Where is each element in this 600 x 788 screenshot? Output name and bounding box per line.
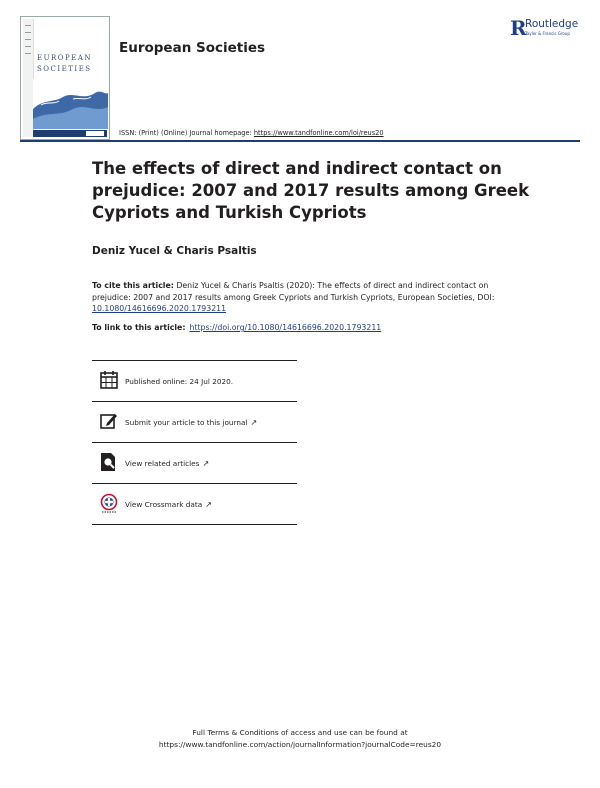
external-link-icon: ↗ bbox=[250, 418, 258, 427]
doi-link[interactable]: 10.1080/14616696.2020.1793211 bbox=[92, 304, 227, 313]
submit-article-link[interactable] bbox=[125, 418, 257, 427]
crossmark-label: View Crossmark data bbox=[125, 500, 203, 509]
article-authors: Deniz Yucel & Charis Psaltis bbox=[92, 245, 257, 257]
cite-label: To cite this article: bbox=[92, 281, 174, 290]
article-url-link[interactable]: https://doi.org/10.1080/14616696.2020.1793211 bbox=[189, 323, 382, 332]
related-articles-label: View related articles bbox=[125, 459, 200, 468]
cite-text: Deniz Yucel & Charis Psaltis (2020): The effects of direct and indirect contact on prejudice: 2007 and 2017 results among Greek Cypriots and Turkish Cypriots, European Societies, DOI: bbox=[92, 281, 495, 302]
crossmark-row[interactable] bbox=[92, 484, 297, 525]
submit-article-label: Submit your article to this journal bbox=[125, 418, 248, 427]
cover-title-line2: SOCIETIES bbox=[37, 65, 92, 73]
footer-terms-link[interactable]: https://www.tandfonline.com/action/journalInformation?journalCode=reus20 bbox=[158, 739, 442, 749]
edit-icon bbox=[100, 411, 118, 431]
article-actions bbox=[92, 360, 297, 525]
link-label: To link to this article: bbox=[92, 323, 186, 332]
crossmark-icon bbox=[100, 493, 118, 513]
published-online-label: Published online: 24 Jul 2020. bbox=[125, 377, 234, 386]
submit-article-row[interactable] bbox=[92, 402, 297, 443]
cover-title bbox=[37, 53, 105, 75]
cover-map-illustration bbox=[33, 79, 108, 129]
issn-text: ISSN: (Print) (Online) Journal homepage: bbox=[119, 129, 254, 137]
issn-line bbox=[119, 129, 384, 137]
cover-title-line1: EUROPEAN bbox=[37, 54, 93, 62]
calendar-icon bbox=[100, 370, 118, 390]
citation-block bbox=[92, 280, 522, 315]
header-divider bbox=[20, 140, 580, 142]
journal-homepage-link[interactable]: https://www.tandfonline.com/loi/reus20 bbox=[253, 129, 384, 137]
related-articles-link[interactable] bbox=[125, 459, 209, 468]
footer-terms-text: Full Terms & Conditions of access and use can be found at bbox=[192, 728, 408, 737]
crossmark-link[interactable] bbox=[125, 500, 212, 509]
external-link-icon: ↗ bbox=[202, 459, 210, 468]
publisher-logo-sub: Taylor & Francis Group bbox=[525, 31, 570, 36]
cover-footer-band bbox=[33, 130, 107, 137]
search-document-icon bbox=[100, 452, 118, 472]
journal-cover-image bbox=[20, 16, 110, 140]
journal-name[interactable]: European Societies bbox=[119, 40, 266, 56]
article-title: The effects of direct and indirect contact on prejudice: 2007 and 2017 results among Greek Cypriots and Turkish Cypriots bbox=[92, 159, 530, 222]
publisher-logo bbox=[510, 18, 585, 40]
footer bbox=[0, 727, 600, 750]
related-articles-row[interactable] bbox=[92, 443, 297, 484]
publisher-logo-name: Routledge bbox=[525, 18, 579, 30]
article-link-line bbox=[92, 323, 381, 332]
published-online-row bbox=[92, 360, 297, 402]
routledge-r-icon: R bbox=[510, 16, 527, 40]
external-link-icon: ↗ bbox=[205, 500, 212, 509]
